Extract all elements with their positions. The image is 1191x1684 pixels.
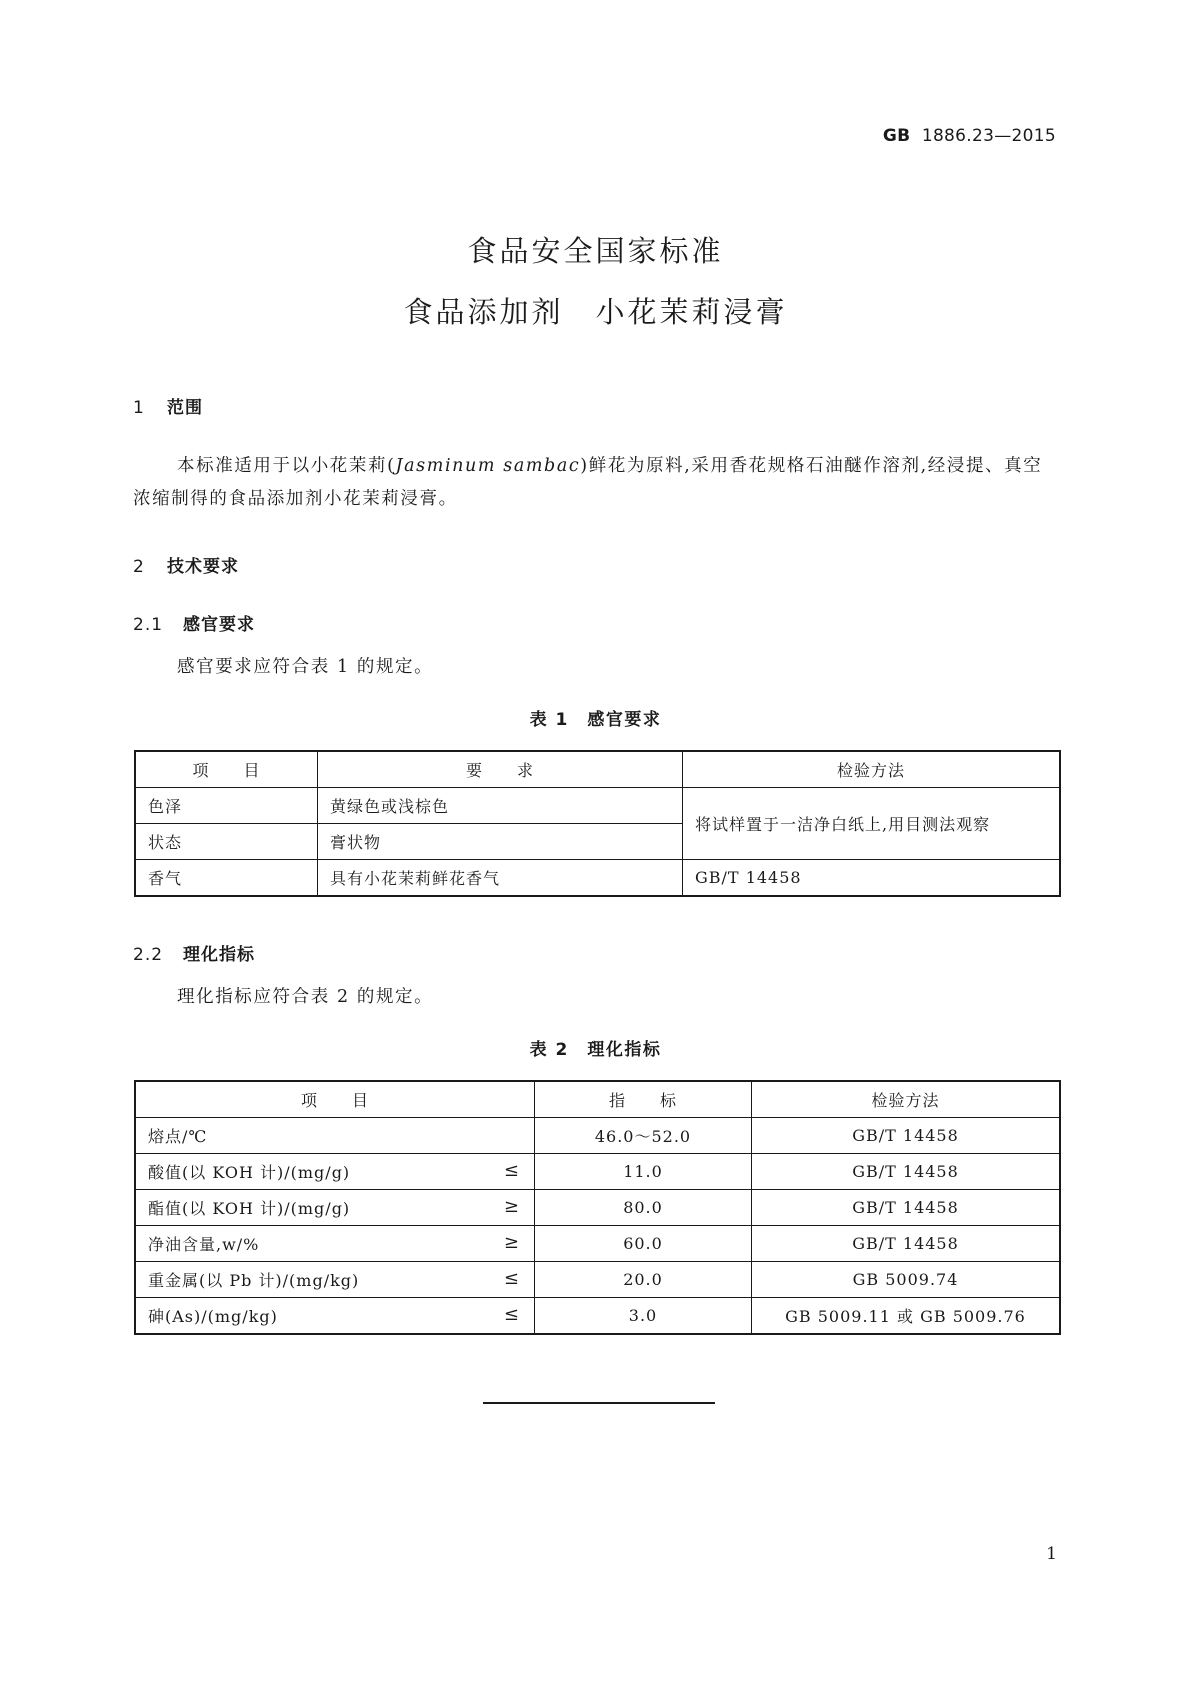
document-title: 食品安全国家标准 — [467, 234, 724, 268]
section-number: 2 — [133, 557, 145, 577]
section-2-2-text: 理化指标应符合表 2 的规定。 — [177, 987, 434, 1007]
table-header: 项 目 — [135, 1081, 535, 1118]
table-header: 检验方法 — [683, 751, 1061, 788]
section-number: 2.2 — [133, 945, 164, 965]
table-cell-item: 香气 — [135, 860, 318, 897]
item-label: 酯值(以 KOH 计)/(mg/g) — [148, 1199, 351, 1218]
section-number: 2.1 — [133, 615, 164, 635]
table-cell-item — [135, 1118, 535, 1154]
table-header: 要 求 — [318, 751, 683, 788]
table-1 — [134, 750, 1061, 897]
table-header: 检验方法 — [752, 1081, 1061, 1118]
table-cell-item — [135, 1226, 535, 1262]
table-row — [135, 860, 1060, 897]
document-subtitle: 食品添加剂 小花茉莉浸膏 — [403, 295, 788, 329]
section-1-heading — [133, 393, 203, 418]
table-cell-method: GB/T 14458 — [683, 860, 1061, 897]
section-title: 范围 — [167, 398, 203, 418]
table-cell-item — [135, 1154, 535, 1190]
table-row — [135, 1226, 1060, 1262]
table-cell-method: GB/T 14458 — [752, 1118, 1061, 1154]
table-cell-value: 11.0 — [535, 1154, 752, 1190]
table-header-row — [135, 1081, 1060, 1118]
section-title: 感官要求 — [183, 615, 255, 635]
section-2-heading — [133, 552, 239, 577]
section-title: 理化指标 — [183, 945, 255, 965]
table-header: 项 目 — [135, 751, 318, 788]
standard-code — [883, 126, 1056, 146]
paragraph-text: 本标准适用于以小花茉莉( — [177, 456, 396, 476]
item-label: 熔点/℃ — [148, 1127, 208, 1146]
standard-code-number: 1886.23—2015 — [921, 126, 1056, 146]
table-cell-item: 状态 — [135, 824, 318, 860]
comparison-symbol: ≤ — [503, 1304, 520, 1325]
table-cell-method: GB 5009.74 — [752, 1262, 1061, 1298]
table-2-caption: 表 2 理化指标 — [529, 1040, 662, 1060]
table-cell-value: 80.0 — [535, 1190, 752, 1226]
species-name: Jasminum sambac — [395, 456, 581, 476]
table-cell-method: GB 5009.11 或 GB 5009.76 — [752, 1298, 1061, 1335]
comparison-symbol: ≥ — [503, 1196, 520, 1217]
table-cell-requirement: 具有小花茉莉鲜花香气 — [318, 860, 683, 897]
table-row — [135, 788, 1060, 824]
table-2 — [134, 1080, 1061, 1335]
section-2-2-heading — [133, 940, 255, 965]
end-rule — [483, 1402, 715, 1404]
table-cell-value: 46.0～52.0 — [535, 1118, 752, 1154]
item-label: 砷(As)/(mg/kg) — [148, 1307, 278, 1326]
item-label: 重金属(以 Pb 计)/(mg/kg) — [148, 1271, 360, 1290]
section-2-1-heading — [133, 610, 255, 635]
table-cell-item — [135, 1262, 535, 1298]
table-cell-requirement: 膏状物 — [318, 824, 683, 860]
table-row — [135, 1190, 1060, 1226]
table-cell-method: GB/T 14458 — [752, 1226, 1061, 1262]
table-row — [135, 1262, 1060, 1298]
table-header-row — [135, 751, 1060, 788]
table-row — [135, 1118, 1060, 1154]
standard-code-prefix: GB — [882, 126, 911, 146]
paragraph-text: )鲜花为原料,采用香花规格石油醚作溶剂,经浸提、真空浓缩制得的食品添加剂小花茉莉浸膏。 — [133, 456, 1043, 509]
section-1-paragraph — [133, 450, 1061, 516]
table-cell-method: GB/T 14458 — [752, 1190, 1061, 1226]
table-cell-method: GB/T 14458 — [752, 1154, 1061, 1190]
table-cell-value: 60.0 — [535, 1226, 752, 1262]
item-label: 净油含量,w/% — [148, 1235, 260, 1254]
item-label: 酸值(以 KOH 计)/(mg/g) — [148, 1163, 351, 1182]
table-cell-value: 20.0 — [535, 1262, 752, 1298]
section-number: 1 — [133, 398, 145, 418]
table-cell-item — [135, 1190, 535, 1226]
section-title: 技术要求 — [167, 557, 239, 577]
table-cell-method: 将试样置于一洁净白纸上,用目测法观察 — [683, 788, 1061, 860]
table-cell-value: 3.0 — [535, 1298, 752, 1335]
table-header: 指 标 — [535, 1081, 752, 1118]
table-row — [135, 1298, 1060, 1335]
page-number: 1 — [1046, 1544, 1057, 1564]
table-row — [135, 1154, 1060, 1190]
section-2-1-text: 感官要求应符合表 1 的规定。 — [177, 657, 434, 677]
table-cell-requirement: 黄绿色或浅棕色 — [318, 788, 683, 824]
comparison-symbol: ≥ — [503, 1232, 520, 1253]
comparison-symbol: ≤ — [503, 1268, 520, 1289]
table-cell-item: 色泽 — [135, 788, 318, 824]
table-1-caption: 表 1 感官要求 — [529, 710, 662, 730]
table-cell-item — [135, 1298, 535, 1335]
comparison-symbol: ≤ — [503, 1160, 520, 1181]
